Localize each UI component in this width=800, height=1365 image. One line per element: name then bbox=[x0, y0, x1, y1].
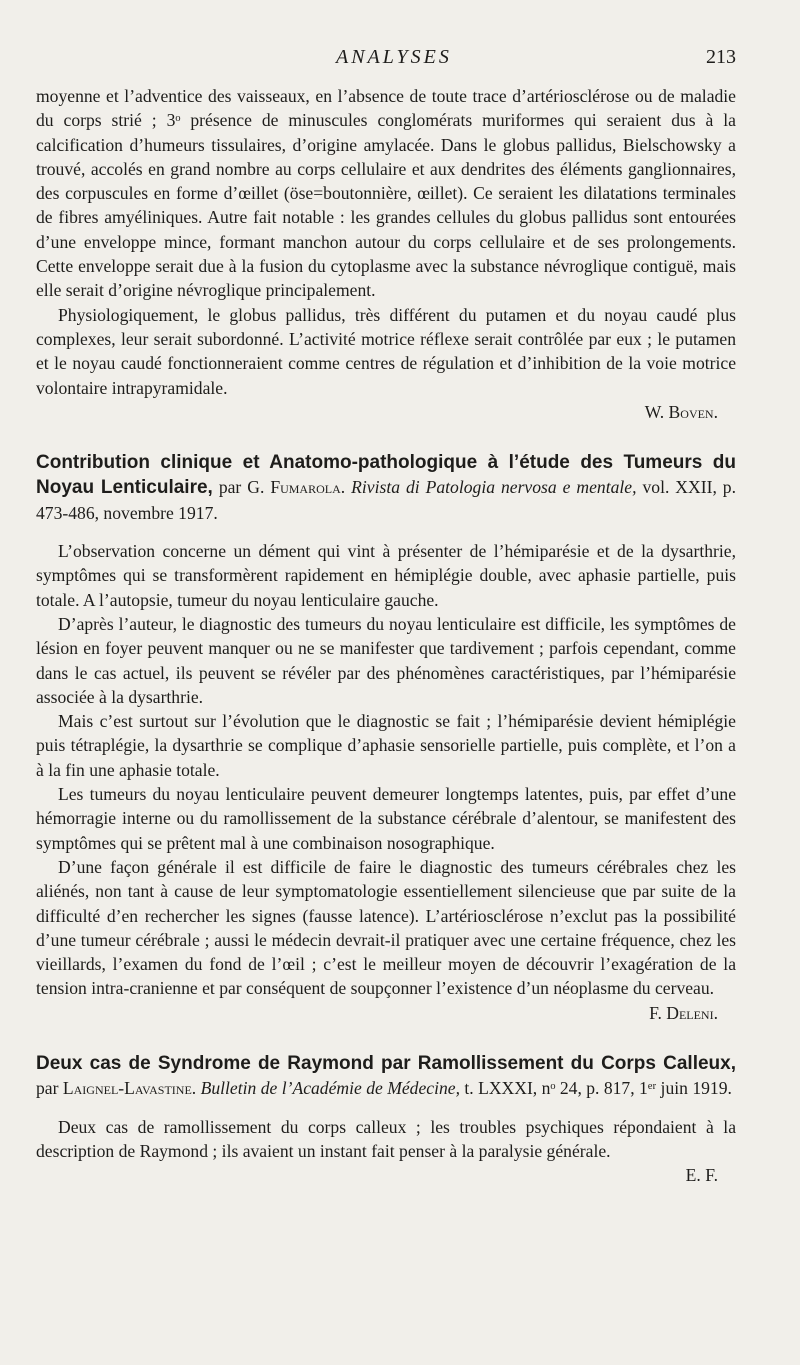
paragraph: L’observation concerne un dément qui vint à présenter de l’hémiparésie et de la dysarthrie, symptômes qui se transformèrent rapidement en hémiplégie double, avec aphasie partielle, puis totale. A l’autopsie, tumeur du noyau lenticulaire gauche. bbox=[36, 541, 736, 610]
running-head bbox=[36, 46, 736, 72]
paragraph: Les tumeurs du noyau lenticulaire peuvent demeurer longtemps latentes, puis, par effet d’une hémorragie interne ou du ramollissement de la substance cérébrale d’alentour, se manifestent des symptômes qui se prêtent mal à une combinaison nosographique. bbox=[36, 784, 736, 853]
text-body bbox=[36, 84, 736, 1187]
paragraph: Physiologiquement, le globus pallidus, très différent du putamen et du noyau caudé plus complexes, leur serait subordonné. L’activité motrice réflexe serait contrôlée par eux ; le putamen et le noyau caudé fonctionneraient comme centres de régulation et d’inhibition de la voie motrice volontaire intrapyramidale. bbox=[36, 304, 736, 398]
by-label: par bbox=[36, 1078, 59, 1099]
paragraph: Mais c’est surtout sur l’évolution que le diagnostic se fait ; l’hémiparésie devient hémiplégie puis tétraplégie, la dysarthrie se complique d’aphasie sensorielle partielle, puis complète, et l’on a à la fin une aphasie totale. bbox=[36, 711, 736, 780]
article-author: G. Fumarola. bbox=[247, 477, 346, 498]
reviewer-signature: F. Deleni. bbox=[649, 1002, 718, 1023]
article-heading bbox=[36, 1051, 736, 1101]
page-number: 213 bbox=[706, 46, 736, 68]
paragraph: D’après l’auteur, le diagnostic des tumeurs du noyau lenticulaire est difficile, les symptômes de lésion en foyer peuvent manquer ou ne se manifester que tardivement ; parfois cependant, comme dans le cas actuel, ils peuvent se révéler par des phénomènes caractéristiques, par l’hémiparésie associée à la dysarthrie. bbox=[36, 613, 736, 707]
by-label: par bbox=[218, 477, 242, 498]
article-author: Laignel-Lavastine. bbox=[62, 1078, 197, 1099]
reviewer-signature: E. F. bbox=[685, 1165, 718, 1186]
paragraph: D’une façon générale il est difficile de faire le diagnostic des tumeurs cérébrales chez les aliénés, non tant à cause de leur symptomatologie essentiellement silencieuse que par suite de la difficulté d’en rechercher les signes (fausse latence). L’artériosclérose n’exclut pas la possibilité d’une tumeur cérébrale ; aussi le médecin devrait-il pratiquer avec une certaine fréquence, chez les vieillards, l’examen du fond de l’œil ; c’est le meilleur moyen de découvrir l’exagération de la tension intra-cranienne et par conséquent de soupçonner l’existence d’un néoplasme du cerveau. bbox=[36, 856, 736, 999]
journal-name: Bulletin de l’Académie de Médecine, bbox=[200, 1078, 460, 1099]
paragraph: moyenne et l’adventice des vaisseaux, en l’absence de toute trace d’artériosclérose ou de maladie du corps strié ; 3ᵒ présence de minuscules conglomérats muriformes qui seraient dus à la calcification d’humeurs tissulaires, d’origine amylacée. Dans le globus pallidus, Bielschowsky a trouvé, accolés en grand nombre au corps cellulaire et aux dendrites des éléments ganglionnaires, des corpuscules en forme d’œillet (öse=boutonnière, œillet). Ce seraient les dilatations terminales de fibres amyéliniques. Autre fait notable : les grandes cellules du globus pallidus sont entourées d’une enveloppe mince, formant manchon autour du corps cellulaire et de ses prolongements. Cette enveloppe serait due à la fusion du cytoplasme avec la substance névroglique contiguë, mais elle serait d’origine névroglique principalement. bbox=[36, 86, 736, 301]
article-title: Deux cas de Syndrome de Raymond par Ramollissement du Corps Calleux, bbox=[36, 1052, 736, 1074]
previous-review-continuation bbox=[36, 84, 736, 424]
review-article-2 bbox=[36, 1051, 736, 1187]
article-heading bbox=[36, 450, 736, 525]
citation-details: t. LXXXI, nᵒ 24, p. 817, 1ᵉʳ juin 1919. bbox=[464, 1078, 732, 1099]
journal-name: Rivista di Patologia nervosa e mentale, bbox=[351, 477, 637, 498]
review-article-1 bbox=[36, 450, 736, 1025]
reviewer-signature: W. Boven. bbox=[644, 401, 718, 422]
article-title: Contribution clinique et Anatomo-pathologique à l’étude des Tumeurs du Noyau Lenticulaire, bbox=[36, 452, 736, 499]
paragraph: Deux cas de ramollissement du corps calleux ; les troubles psychiques répondaient à la description de Raymond ; ils avaient un instant fait penser à la paralysie générale. bbox=[36, 1116, 736, 1161]
citation-details: vol. XXII, p. 473-486, novembre 1917. bbox=[36, 477, 736, 523]
running-title: ANALYSES bbox=[336, 46, 452, 68]
